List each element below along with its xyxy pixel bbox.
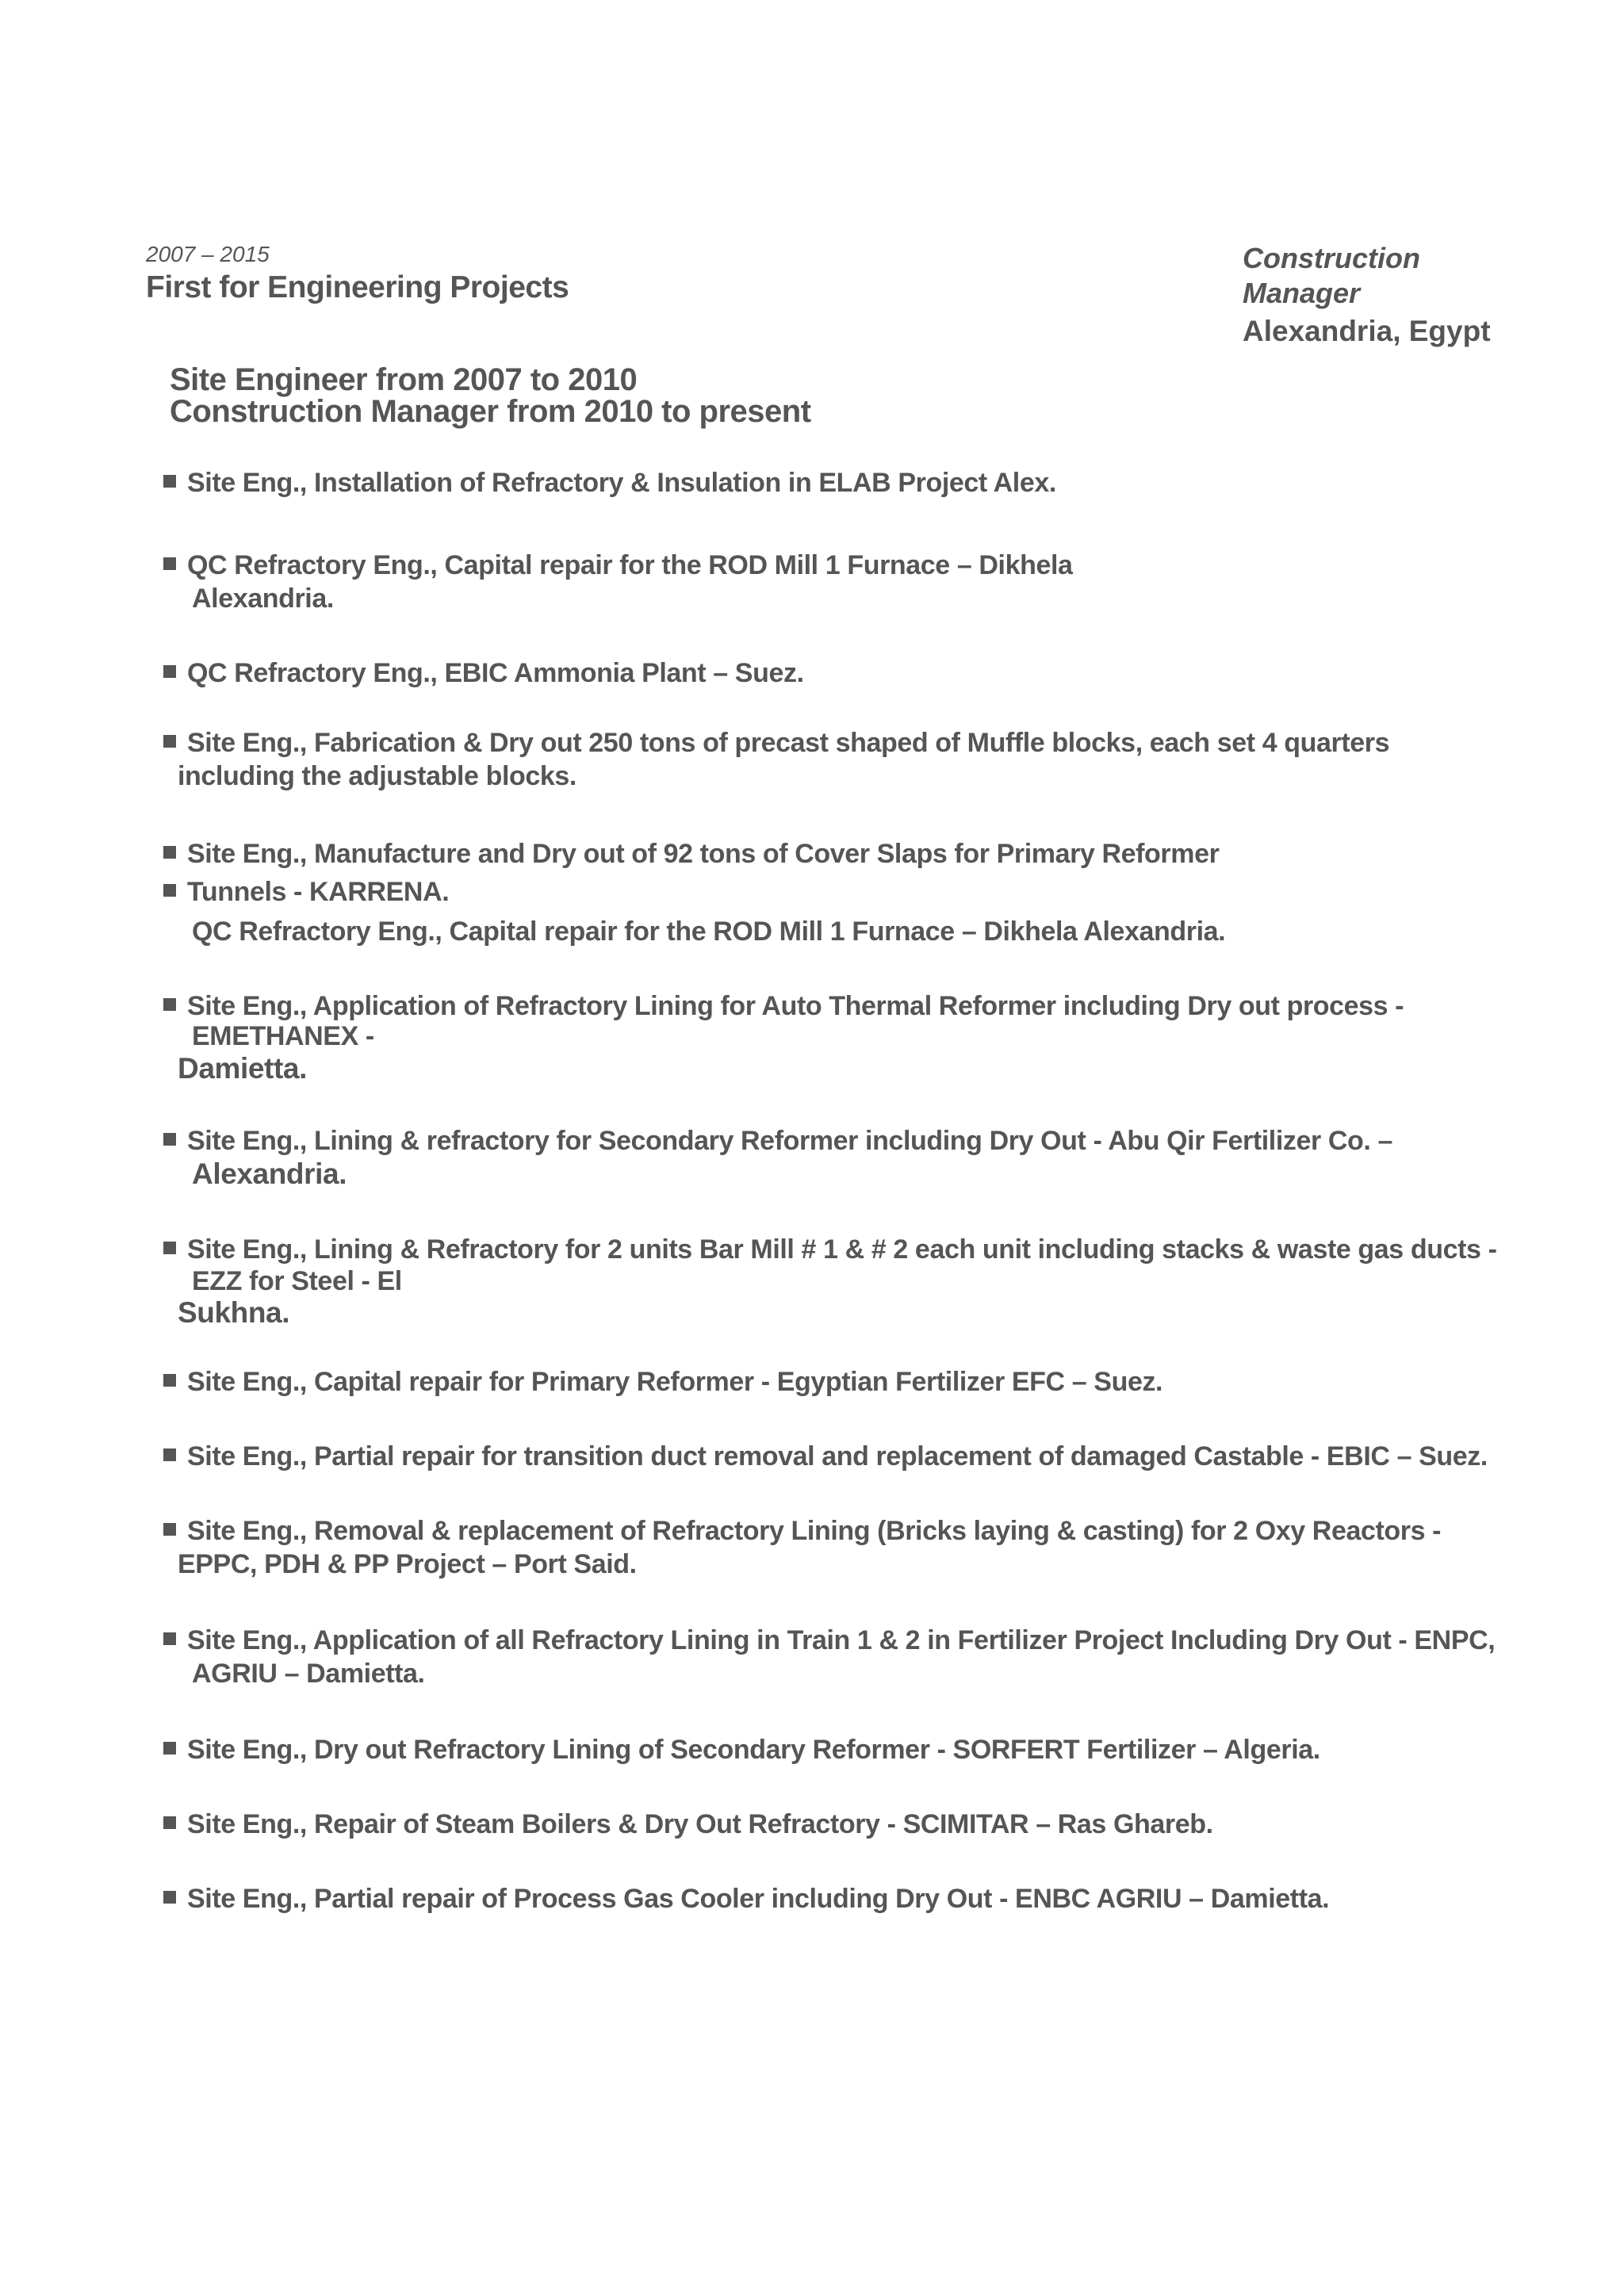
list-item [163,726,1389,793]
list-item-continuation: Alexandria. [192,584,334,614]
list-item-text: Tunnels - KARRENA. [187,877,450,907]
position-block [1243,241,1491,349]
list-item [163,991,1404,1086]
position-title-line1: Construction [1243,242,1420,274]
list-item-text: QC Refractory Eng., Capital repair for the ROD Mill 1 Furnace – Dikhela [187,550,1073,580]
role-line-2: Construction Manager from 2010 to present [170,394,811,429]
square-bullet-icon [163,1891,176,1904]
list-item-text: Site Eng., Repair of Steam Boilers & Dry Out Refractory - SCIMITAR – Ras Ghareb. [187,1809,1213,1839]
list-item-text: Site Eng., Capital repair for Primary Reformer - Egyptian Fertilizer EFC – Suez. [187,1367,1163,1397]
list-item-continuation: Alexandria. [192,1158,347,1190]
square-bullet-icon [163,1133,176,1146]
company-name: First for Engineering Projects [146,270,569,304]
employment-period: 2007 – 2015 [146,242,270,266]
list-item [163,1440,1488,1473]
list-item [163,1234,1497,1329]
list-item-continuation: Damietta. [178,1052,307,1085]
list-item-continuation: QC Refractory Eng., Capital repair for the ROD Mill 1 Furnace – Dikhela Alexandria. [192,916,1226,947]
square-bullet-icon [163,846,176,859]
square-bullet-icon [163,884,176,897]
list-item [163,1124,1392,1191]
list-item-text: Site Eng., Fabrication & Dry out 250 tons of precast shaped of Muffle blocks, each set 4 quarters [187,728,1390,758]
list-item-text: Site Eng., Removal & replacement of Refractory Lining (Bricks laying & casting) for 2 Oxy Reactors - [187,1516,1442,1546]
list-item-text: Site Eng., Lining & refractory for Secondary Reformer including Dry Out - Abu Qir Fertilizer Co. – [187,1126,1392,1156]
square-bullet-icon [163,735,176,748]
list-item [163,875,1225,948]
square-bullet-icon [163,665,176,678]
square-bullet-icon [163,1448,176,1461]
list-item-text: Site Eng., Application of Refractory Lining for Auto Thermal Reformer including Dry out process - [187,991,1404,1021]
list-item [163,656,804,690]
list-item-continuation: EZZ for Steel - El [192,1266,402,1296]
list-item-text: Site Eng., Partial repair of Process Gas Cooler including Dry Out - ENBC AGRIU – Damietta. [187,1884,1330,1914]
list-item [163,1882,1329,1915]
square-bullet-icon [163,1242,176,1254]
square-bullet-icon [163,1816,176,1829]
square-bullet-icon [163,557,176,570]
list-item-text: Site Eng., Installation of Refractory & Insulation in ELAB Project Alex. [187,468,1056,498]
list-item-text: QC Refractory Eng., EBIC Ammonia Plant – Suez. [187,658,804,688]
roles-summary [170,364,811,427]
list-item-text: Site Eng., Lining & Refractory for 2 units Bar Mill # 1 & # 2 each unit including stacks & waste gas ducts - [187,1234,1497,1265]
square-bullet-icon [163,1374,176,1387]
square-bullet-icon [163,475,176,488]
role-line-1: Site Engineer from 2007 to 2010 [170,362,638,397]
square-bullet-icon [163,998,176,1011]
list-item-text: Site Eng., Dry out Refractory Lining of Secondary Reformer - SORFERT Fertilizer – Algeria. [187,1735,1320,1765]
list-item-continuation: including the adjustable blocks. [178,761,576,791]
job-location: Alexandria, Egypt [1243,315,1491,347]
list-item-text: Site Eng., Manufacture and Dry out of 92 tons of Cover Slaps for Primary Reformer [187,839,1220,869]
square-bullet-icon [163,1523,176,1536]
list-item [163,1624,1495,1690]
list-item [163,1365,1162,1399]
list-item-continuation: AGRIU – Damietta. [192,1659,425,1689]
list-item-text: Site Eng., Partial repair for transition duct removal and replacement of damaged Castable - EBIC – Suez. [187,1441,1488,1471]
list-item [163,466,1056,499]
position-title-line2: Manager [1243,277,1361,309]
square-bullet-icon [163,1742,176,1755]
list-item [163,549,1073,615]
list-item [163,837,1219,871]
square-bullet-icon [163,1632,176,1645]
list-item-text: Site Eng., Application of all Refractory Lining in Train 1 & 2 in Fertilizer Project Including Dry Out - ENPC, [187,1625,1496,1655]
list-item-continuation: EMETHANEX - [192,1021,374,1051]
list-item-continuation: EPPC, PDH & PP Project – Port Said. [178,1549,637,1579]
list-item-continuation: Sukhna. [178,1296,290,1329]
list-item [163,1733,1320,1766]
list-item [163,1514,1441,1581]
list-item [163,1808,1213,1841]
